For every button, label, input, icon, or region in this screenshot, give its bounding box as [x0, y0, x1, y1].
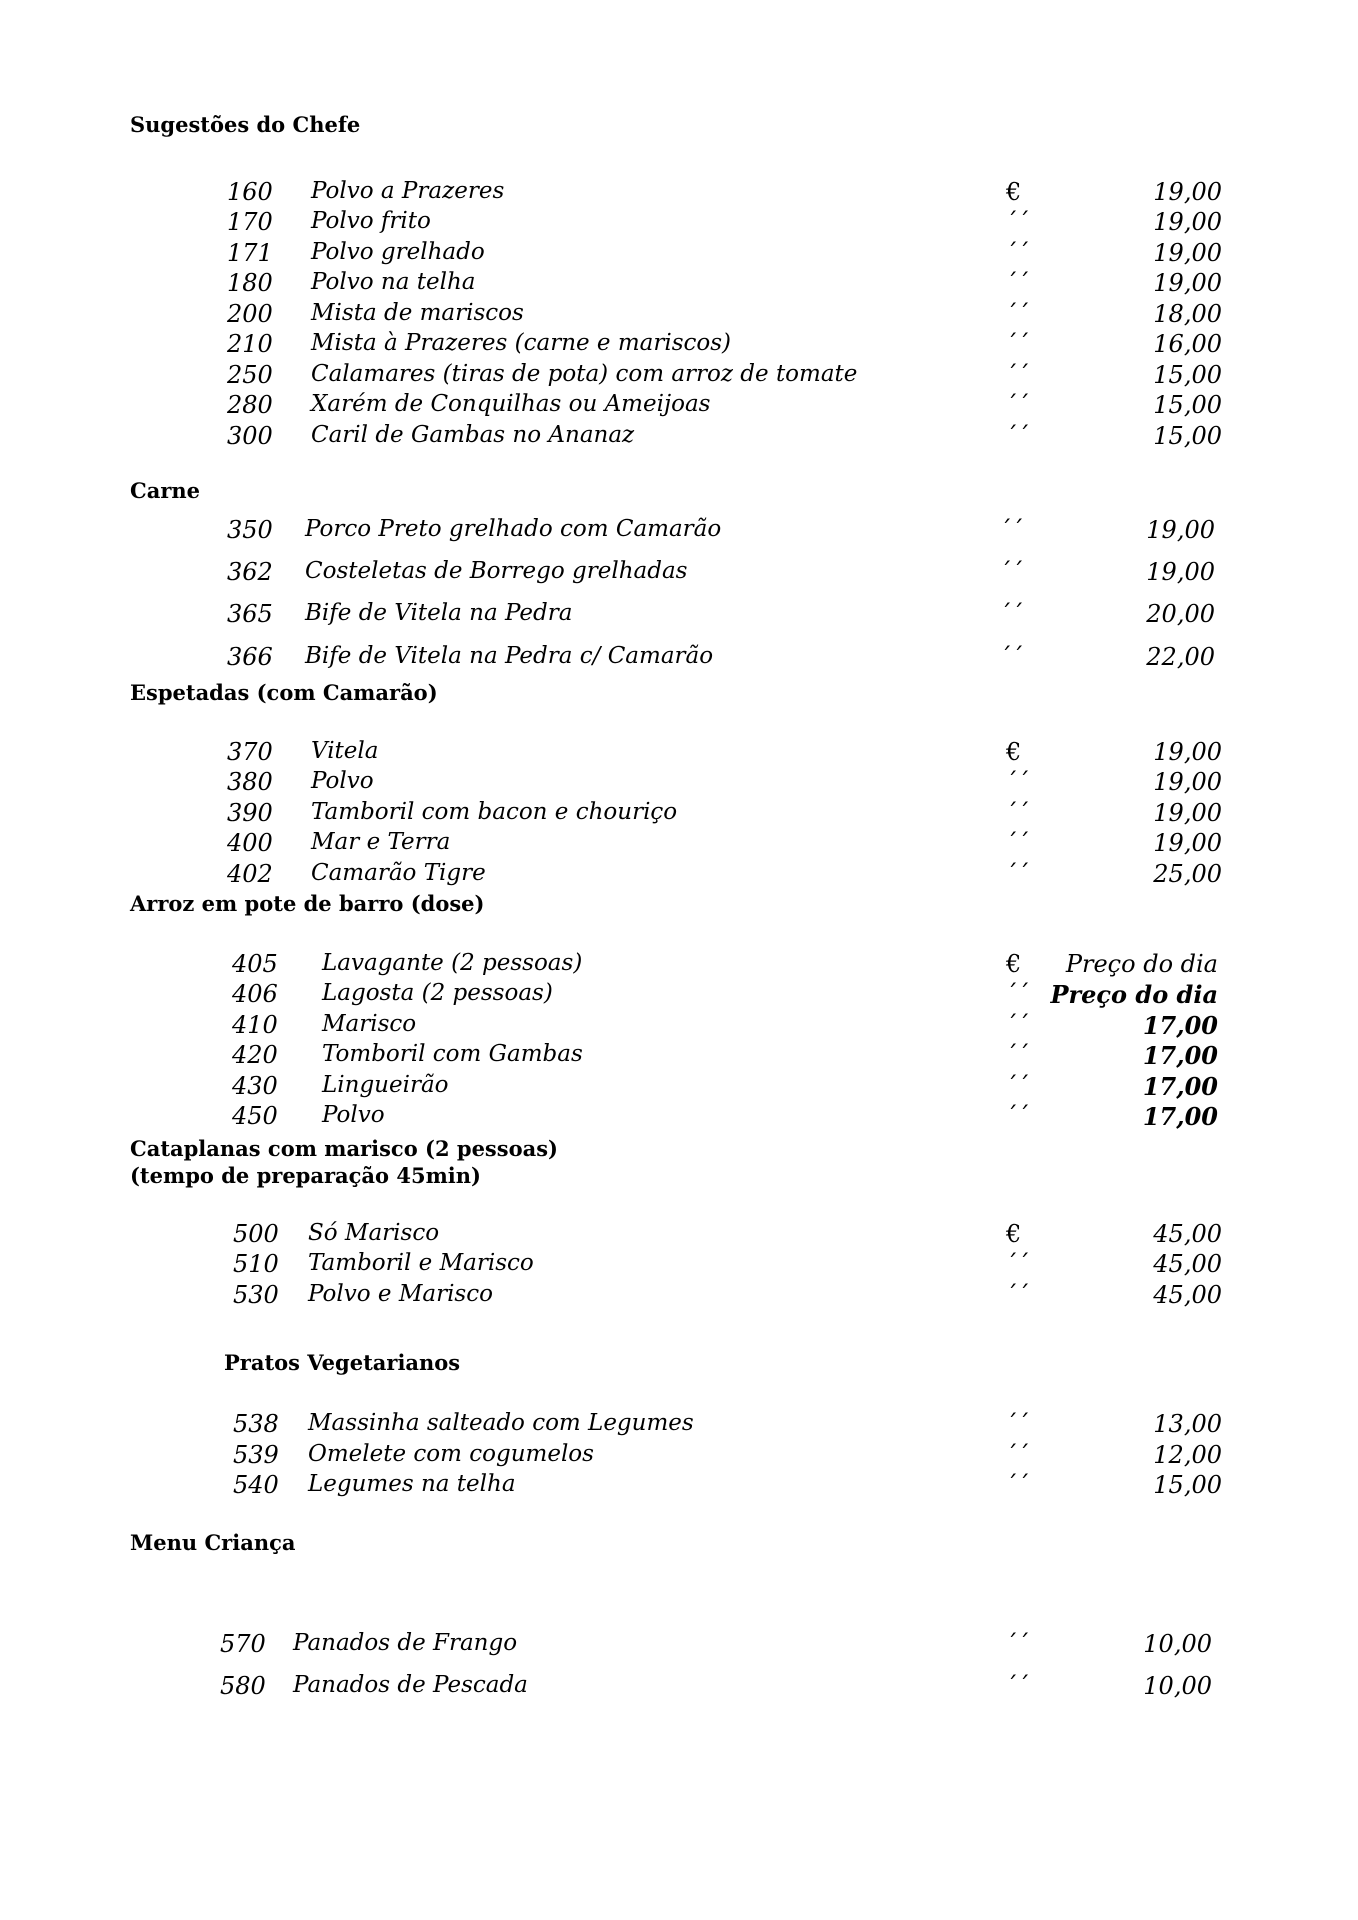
- currency-mark: €: [1006, 1220, 1022, 1248]
- item-price: 45,00: [1153, 1281, 1222, 1309]
- item-name: Calamares (tiras de pota) com arroz de tomate: [311, 361, 858, 387]
- item-code: 362: [227, 558, 273, 586]
- item-price: 17,00: [1142, 1041, 1218, 1070]
- item-name: Xarém de Conquilhas ou Ameijoas: [311, 391, 711, 417]
- item-code: 380: [227, 768, 273, 796]
- item-name: Tamboril e Marisco: [308, 1250, 534, 1276]
- menu-item-row: [0, 516, 1358, 546]
- item-code: 366: [227, 643, 273, 671]
- item-name: Costeletas de Borrego grelhadas: [305, 558, 688, 584]
- item-code: 365: [227, 600, 273, 628]
- item-price: 19,00: [1153, 799, 1222, 827]
- item-name: Panados de Frango: [293, 1630, 518, 1656]
- menu-item-row: [0, 738, 1358, 768]
- currency-mark: ´´: [1006, 829, 1030, 857]
- section-heading: Espetadas (com Camarão): [130, 680, 438, 705]
- menu-item-row: [0, 768, 1358, 798]
- item-name: Bife de Vitela na Pedra c/ Camarão: [305, 643, 714, 669]
- item-price: 12,00: [1153, 1441, 1222, 1469]
- item-name: Vitela: [311, 738, 379, 764]
- menu-item-row: [0, 1011, 1358, 1041]
- menu-item-row: [0, 208, 1358, 238]
- item-name: Bife de Vitela na Pedra: [305, 600, 573, 626]
- item-code: 570: [220, 1630, 266, 1658]
- currency-mark: ´´: [1000, 600, 1024, 628]
- item-code: 170: [227, 208, 273, 236]
- item-code: 390: [227, 799, 273, 827]
- item-name: Caril de Gambas no Ananaz: [311, 422, 635, 448]
- section-heading: (tempo de preparação 45min): [130, 1163, 481, 1188]
- item-price: 15,00: [1153, 361, 1222, 389]
- currency-mark: ´´: [1006, 391, 1030, 419]
- menu-item-row: [0, 178, 1358, 208]
- item-price: 16,00: [1153, 330, 1222, 358]
- item-price: 19,00: [1153, 269, 1222, 297]
- item-price: Preço do dia: [1050, 980, 1218, 1009]
- currency-mark: ´´: [1000, 558, 1024, 586]
- item-code: 405: [232, 950, 278, 978]
- currency-mark: ´´: [1006, 300, 1030, 328]
- item-name: Polvo grelhado: [311, 239, 485, 265]
- currency-mark: ´´: [1006, 239, 1030, 267]
- menu-item-row: [0, 361, 1358, 391]
- item-name: Panados de Pescada: [293, 1672, 528, 1698]
- item-price: 20,00: [1146, 600, 1215, 628]
- menu-item-row: [0, 980, 1358, 1010]
- item-name: Tamboril com bacon e chouriço: [311, 799, 678, 825]
- item-name: Tomboril com Gambas: [322, 1041, 583, 1067]
- item-name: Polvo e Marisco: [308, 1281, 493, 1307]
- item-name: Massinha salteado com Legumes: [308, 1410, 694, 1436]
- item-code: 406: [232, 980, 278, 1008]
- item-price: 19,00: [1153, 178, 1222, 206]
- item-name: Omelete com cogumelos: [308, 1441, 594, 1467]
- menu-item-row: [0, 1102, 1358, 1132]
- menu-item-row: [0, 1041, 1358, 1071]
- item-name: Camarão Tigre: [311, 860, 486, 886]
- item-code: 210: [227, 330, 273, 358]
- section-heading: Carne: [130, 478, 201, 503]
- item-name: Lavagante (2 pessoas): [322, 950, 583, 976]
- menu-item-row: [0, 269, 1358, 299]
- item-code: 540: [233, 1471, 279, 1499]
- item-price: 10,00: [1143, 1672, 1212, 1700]
- item-price: Preço do dia: [1065, 950, 1218, 978]
- currency-mark: ´´: [1006, 980, 1030, 1008]
- menu-item-row: [0, 391, 1358, 421]
- item-price: 15,00: [1153, 422, 1222, 450]
- item-name: Mista à Prazeres (carne e mariscos): [311, 330, 732, 356]
- item-name: Polvo frito: [311, 208, 431, 234]
- item-code: 200: [227, 300, 273, 328]
- currency-mark: ´´: [1000, 516, 1024, 544]
- menu-item-row: [0, 1072, 1358, 1102]
- item-code: 171: [227, 239, 273, 267]
- currency-mark: ´´: [1006, 768, 1030, 796]
- menu-item-row: [0, 330, 1358, 360]
- item-code: 530: [233, 1281, 279, 1309]
- currency-mark: ´´: [1006, 269, 1030, 297]
- section-heading: Menu Criança: [130, 1530, 296, 1555]
- item-name: Mar e Terra: [311, 829, 451, 855]
- item-code: 510: [233, 1250, 279, 1278]
- section-heading: Pratos Vegetarianos: [224, 1350, 461, 1375]
- item-code: 300: [227, 422, 273, 450]
- menu-item-row: [0, 1630, 1358, 1660]
- currency-mark: €: [1006, 738, 1022, 766]
- item-name: Legumes na telha: [308, 1471, 516, 1497]
- item-code: 538: [233, 1410, 279, 1438]
- item-code: 350: [227, 516, 273, 544]
- item-code: 420: [232, 1041, 278, 1069]
- currency-mark: ´´: [1006, 1281, 1030, 1309]
- currency-mark: €: [1006, 950, 1022, 978]
- item-name: Mista de mariscos: [311, 300, 524, 326]
- currency-mark: ´´: [1006, 361, 1030, 389]
- item-name: Marisco: [322, 1011, 417, 1037]
- item-code: 280: [227, 391, 273, 419]
- menu-item-row: [0, 829, 1358, 859]
- item-price: 19,00: [1153, 768, 1222, 796]
- menu-item-row: [0, 1471, 1358, 1501]
- item-code: 450: [232, 1102, 278, 1130]
- currency-mark: ´´: [1006, 799, 1030, 827]
- item-price: 17,00: [1142, 1102, 1218, 1131]
- currency-mark: ´´: [1006, 860, 1030, 888]
- menu-item-row: [0, 422, 1358, 452]
- item-code: 400: [227, 829, 273, 857]
- item-code: 250: [227, 361, 273, 389]
- item-name: Só Marisco: [308, 1220, 440, 1246]
- menu-item-row: [0, 1410, 1358, 1440]
- item-price: 19,00: [1153, 829, 1222, 857]
- item-name: Polvo na telha: [311, 269, 476, 295]
- menu-item-row: [0, 1672, 1358, 1702]
- item-price: 15,00: [1153, 391, 1222, 419]
- item-price: 22,00: [1146, 643, 1215, 671]
- item-code: 180: [227, 269, 273, 297]
- item-price: 19,00: [1153, 208, 1222, 236]
- menu-item-row: [0, 1220, 1358, 1250]
- item-price: 45,00: [1153, 1250, 1222, 1278]
- currency-mark: ´´: [1006, 422, 1030, 450]
- item-price: 18,00: [1153, 300, 1222, 328]
- currency-mark: ´´: [1006, 1250, 1030, 1278]
- menu-item-row: [0, 950, 1358, 980]
- menu-item-row: [0, 1250, 1358, 1280]
- item-name: Polvo: [311, 768, 374, 794]
- item-code: 410: [232, 1011, 278, 1039]
- section-heading: Sugestões do Chefe: [130, 112, 361, 137]
- currency-mark: ´´: [1006, 330, 1030, 358]
- menu-item-row: [0, 300, 1358, 330]
- currency-mark: ´´: [1006, 1072, 1030, 1100]
- item-price: 17,00: [1142, 1072, 1218, 1101]
- currency-mark: ´´: [1006, 1102, 1030, 1130]
- currency-mark: ´´: [1006, 1441, 1030, 1469]
- item-code: 402: [227, 860, 273, 888]
- currency-mark: ´´: [1006, 1410, 1030, 1438]
- currency-mark: €: [1006, 178, 1022, 206]
- item-code: 370: [227, 738, 273, 766]
- item-price: 19,00: [1153, 239, 1222, 267]
- menu-item-row: [0, 600, 1358, 630]
- currency-mark: ´´: [1006, 1041, 1030, 1069]
- currency-mark: ´´: [1006, 1630, 1030, 1658]
- currency-mark: ´´: [1000, 643, 1024, 671]
- menu-item-row: [0, 558, 1358, 588]
- item-name: Lingueirão: [322, 1072, 449, 1098]
- section-heading: Arroz em pote de barro (dose): [130, 891, 485, 916]
- currency-mark: ´´: [1006, 1471, 1030, 1499]
- item-price: 19,00: [1146, 516, 1215, 544]
- item-price: 19,00: [1153, 738, 1222, 766]
- item-code: 539: [233, 1441, 279, 1469]
- currency-mark: ´´: [1006, 1672, 1030, 1700]
- menu-item-row: [0, 1441, 1358, 1471]
- section-heading: Cataplanas com marisco (2 pessoas): [130, 1136, 558, 1161]
- item-code: 160: [227, 178, 273, 206]
- item-price: 10,00: [1143, 1630, 1212, 1658]
- item-price: 25,00: [1153, 860, 1222, 888]
- item-code: 430: [232, 1072, 278, 1100]
- item-name: Porco Preto grelhado com Camarão: [305, 516, 722, 542]
- currency-mark: ´´: [1006, 1011, 1030, 1039]
- menu-item-row: [0, 643, 1358, 673]
- menu-item-row: [0, 799, 1358, 829]
- menu-item-row: [0, 239, 1358, 269]
- item-name: Polvo a Prazeres: [311, 178, 505, 204]
- item-price: 17,00: [1142, 1011, 1218, 1040]
- item-name: Lagosta (2 pessoas): [322, 980, 553, 1006]
- item-price: 19,00: [1146, 558, 1215, 586]
- item-price: 13,00: [1153, 1410, 1222, 1438]
- item-code: 580: [220, 1672, 266, 1700]
- menu-item-row: [0, 860, 1358, 890]
- item-price: 15,00: [1153, 1471, 1222, 1499]
- item-name: Polvo: [322, 1102, 385, 1128]
- currency-mark: ´´: [1006, 208, 1030, 236]
- item-code: 500: [233, 1220, 279, 1248]
- item-price: 45,00: [1153, 1220, 1222, 1248]
- menu-item-row: [0, 1281, 1358, 1311]
